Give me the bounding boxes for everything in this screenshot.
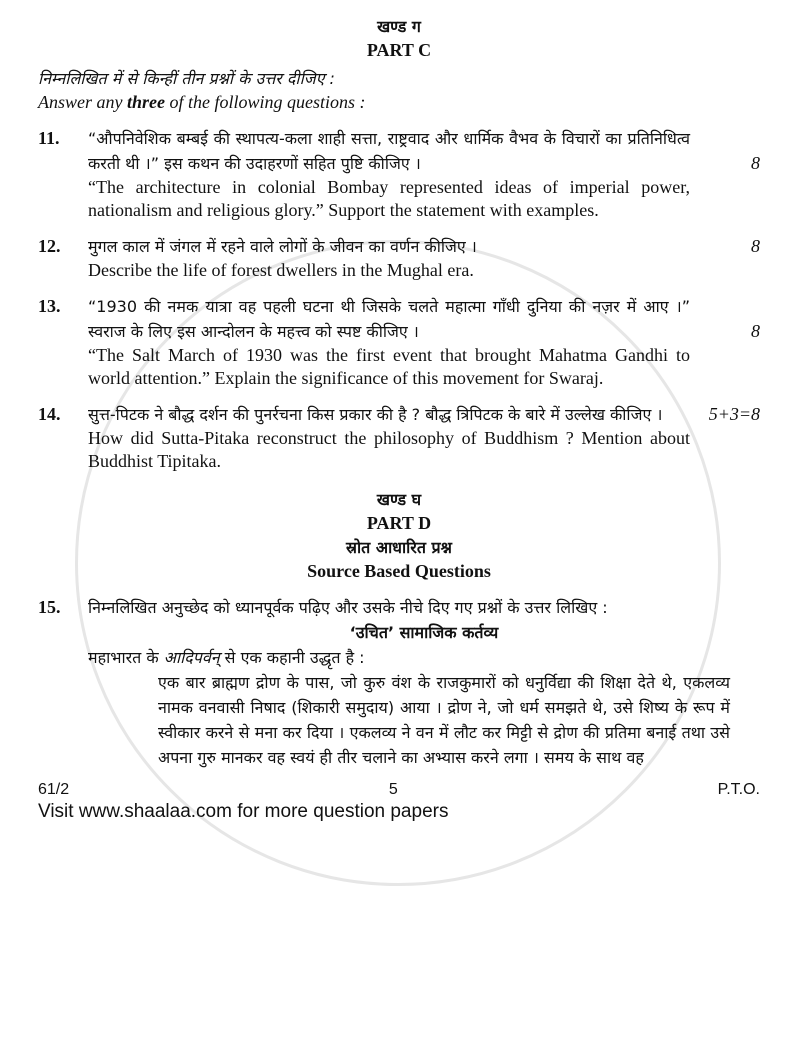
part-d-heading-hi: खण्ड घ bbox=[376, 490, 422, 509]
question-14 bbox=[38, 402, 760, 473]
question-instruction: निम्नलिखित अनुच्छेद को ध्यानपूर्वक पढ़िए और उसके नीचे दिए गए प्रश्नों के उत्तर लिखिए : bbox=[88, 598, 608, 617]
question-number: 15. bbox=[38, 597, 61, 617]
question-13 bbox=[38, 294, 760, 390]
page-content bbox=[38, 14, 760, 824]
source-based-heading: Source Based Questions bbox=[307, 561, 491, 581]
question-en: Describe the life of forest dwellers in the Mughal era. bbox=[88, 260, 474, 280]
question-marks: 5+3=8 bbox=[708, 404, 760, 424]
question-number: 13. bbox=[38, 296, 61, 316]
part-d-heading: PART D bbox=[366, 513, 432, 533]
visit-link[interactable]: Visit www.shaalaa.com for more question papers bbox=[38, 801, 449, 822]
question-en: How did Sutta-Pitaka reconstruct the philosophy of Buddhism ? Mention about Buddhist Tipitaka. bbox=[88, 428, 690, 471]
question-marks: 8 bbox=[751, 236, 760, 256]
page-footer bbox=[38, 780, 760, 824]
question-hi: “1930 की नमक यात्रा वह पहली घटना थी जिसके चलते महात्मा गाँधी दुनिया की नज़र में आए ।” स्वराज के लिए इस आन्दोलन के महत्त्व को स्पष्ट कीजिए । bbox=[88, 297, 690, 341]
passage-text: एक बार ब्राह्मण द्रोण के पास, जो कुरु वंश के राजकुमारों को धनुर्विद्या की शिक्षा देते थे, एकलव्य नामक वनवासी निषाद (शिकारी समुदाय) आया । द्रोण ने, जो धर्म समझते थे, उसे शिष्य के रूप में स्वीकार करने से मना कर दिया । एकलव्य ने वन में लौट कर मिट्टी से द्रोण की प्रतिमा बनाई तथा उसे अपना गुरु मानकर वह स्वयं ही तीर चलाने का अभ्यास करने लगा । समय के साथ वह bbox=[158, 673, 730, 767]
question-marks: 8 bbox=[751, 321, 760, 341]
paper-code: 61/2 bbox=[38, 781, 70, 798]
intro-text: महाभारत के bbox=[88, 648, 164, 667]
question-number: 11. bbox=[38, 128, 60, 148]
instruction-hi: निम्नलिखित में से किन्हीं तीन प्रश्नों के उत्तर दीजिए : bbox=[38, 69, 335, 88]
passage-intro bbox=[88, 645, 760, 670]
pto-label: P.T.O. bbox=[717, 781, 760, 798]
page-number: 5 bbox=[388, 781, 398, 798]
instruction-en bbox=[38, 91, 760, 114]
question-en: “The architecture in colonial Bombay represented ideas of imperial power, nationalism and religious glory.” Support the statement with examples. bbox=[88, 177, 690, 220]
question-hi: मुगल काल में जंगल में रहने वाले लोगों के जीवन का वर्णन कीजिए । bbox=[88, 237, 477, 256]
intro-text: से एक कहानी उद्धृत है : bbox=[219, 648, 365, 667]
instruction-text: of the following questions : bbox=[165, 92, 366, 112]
question-hi: “औपनिवेशिक बम्बई की स्थापत्य-कला शाही सत्ता, राष्ट्रवाद और धार्मिक वैभव के विचारों का प्रतिनिधित्व करती थी ।” इस कथन की उदाहरणों सहित पुष्टि कीजिए । bbox=[88, 129, 690, 173]
question-15 bbox=[38, 595, 760, 770]
instruction-bold: three bbox=[127, 92, 165, 112]
question-number: 12. bbox=[38, 236, 61, 256]
part-c-heading-hi: खण्ड ग bbox=[377, 17, 421, 36]
question-en: “The Salt March of 1930 was the first event that brought Mahatma Gandhi to world attention.” Explain the significance of this movement for Swaraj. bbox=[88, 345, 690, 388]
question-marks: 8 bbox=[751, 153, 760, 173]
part-c-heading: PART C bbox=[366, 40, 432, 60]
question-number: 14. bbox=[38, 404, 61, 424]
intro-italic: आदिपर्वन् bbox=[163, 648, 220, 667]
source-based-heading-hi: स्रोत आधारित प्रश्न bbox=[346, 538, 452, 557]
question-11 bbox=[38, 126, 760, 222]
instruction-text: Answer any bbox=[38, 92, 127, 112]
question-12 bbox=[38, 234, 760, 282]
passage-title: ‘उचित’ सामाजिक कर्तव्य bbox=[349, 623, 499, 642]
question-hi: सुत्त-पिटक ने बौद्ध दर्शन की पुनर्रचना किस प्रकार की है ? बौद्ध त्रिपिटक के बारे में उल्लेख कीजिए । bbox=[88, 405, 663, 424]
